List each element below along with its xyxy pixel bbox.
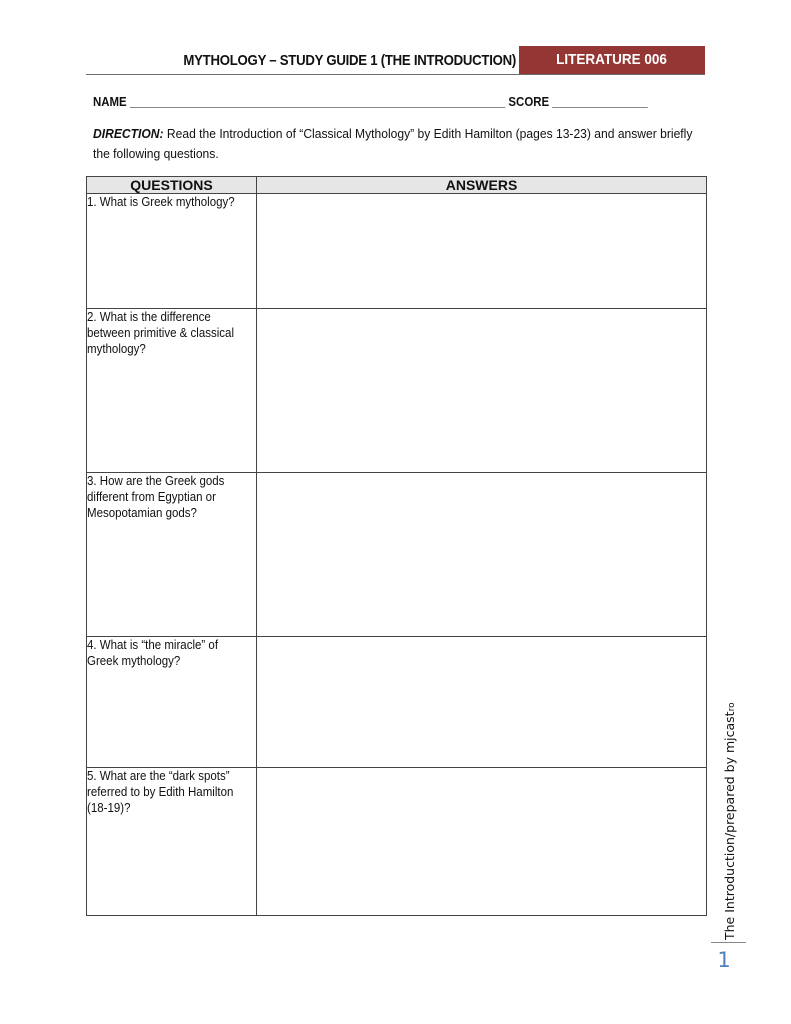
question-cell-2 <box>87 309 257 473</box>
document-title: MYTHOLOGY – STUDY GUIDE 1 (THE INTRODUCTION) <box>183 52 516 69</box>
header-divider <box>86 74 705 75</box>
direction-paragraph <box>93 124 703 164</box>
question-cell-4 <box>87 637 257 768</box>
course-badge <box>519 46 705 74</box>
question-cell-5 <box>87 768 257 916</box>
footer-side-text-suffix: ro <box>727 702 737 712</box>
questions-table <box>86 176 707 916</box>
question-text-1: 1. What is Greek mythology? <box>87 195 235 209</box>
table-row <box>87 194 707 309</box>
question-text-4: 4. What is “the miracle” of Greek mythology? <box>87 638 219 668</box>
questions-header: QUESTIONS <box>87 177 257 194</box>
name-score-text: NAME ___________________________________________________________ SCORE _______________ <box>93 94 648 109</box>
answer-cell-3[interactable] <box>257 473 707 637</box>
answer-cell-2[interactable] <box>257 309 707 473</box>
answers-header: ANSWERS <box>257 177 707 194</box>
footer-divider <box>711 942 746 943</box>
table-row <box>87 309 707 473</box>
footer-side-text-main: The Introduction/prepared by mjcast <box>722 711 737 940</box>
page-number: 1 <box>717 948 731 972</box>
question-text-2: 2. What is the difference between primitive & classical mythology? <box>87 310 235 356</box>
table-header-row <box>87 177 707 194</box>
direction-text: Read the Introduction of “Classical Mythology” by Edith Hamilton (pages 13-23) and answer briefly the following questions. <box>93 126 693 161</box>
course-badge-label: LITERATURE 006 <box>556 51 668 68</box>
question-cell-1 <box>87 194 257 309</box>
table-row <box>87 473 707 637</box>
name-score-line[interactable] <box>93 93 713 111</box>
table-row <box>87 768 707 916</box>
answer-cell-4[interactable] <box>257 637 707 768</box>
answer-cell-5[interactable] <box>257 768 707 916</box>
direction-label: DIRECTION: <box>93 126 164 141</box>
question-text-3: 3. How are the Greek gods different from Egyptian or Mesopotamian gods? <box>87 474 225 520</box>
table-row <box>87 637 707 768</box>
question-cell-3 <box>87 473 257 637</box>
answer-cell-1[interactable] <box>257 194 707 309</box>
footer-side-text <box>720 702 740 940</box>
question-text-5: 5. What are the “dark spots” referred to by Edith Hamilton (18-19)? <box>87 769 234 815</box>
